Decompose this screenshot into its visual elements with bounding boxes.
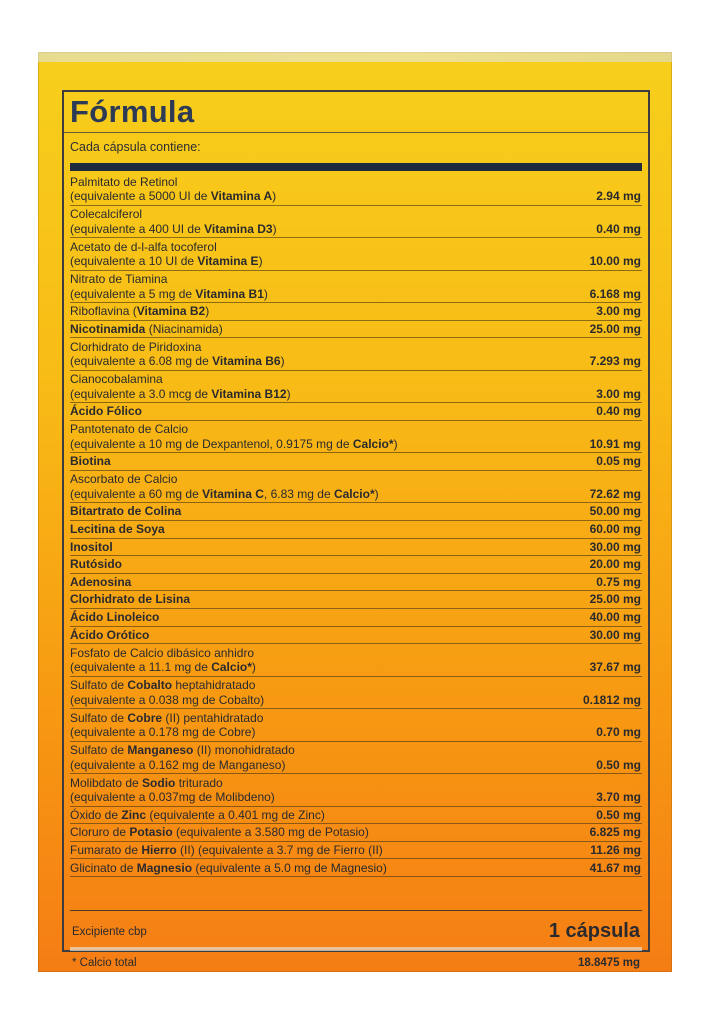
ingredient-highlight: Zinc xyxy=(121,807,147,822)
ingredient-line xyxy=(70,404,532,419)
ingredient-line xyxy=(70,372,532,387)
ingredient-name xyxy=(70,272,532,301)
excipient-amount: 1 cápsula xyxy=(548,920,640,942)
subtitle: Cada cápsula contiene: xyxy=(70,140,201,154)
table-row xyxy=(70,453,642,471)
ingredient-amount: 7.293 mg xyxy=(589,354,641,369)
ingredient-text: (equivalente a 3.0 mcg de xyxy=(70,386,212,401)
ingredient-line xyxy=(70,540,532,555)
ingredient-line xyxy=(70,240,532,255)
ingredient-highlight: Magnesio xyxy=(136,860,193,875)
ingredient-name xyxy=(70,592,532,607)
ingredient-line xyxy=(70,504,532,519)
ingredient-name xyxy=(70,422,532,451)
table-row xyxy=(70,742,642,775)
ingredient-text: Molibdato de xyxy=(70,775,143,790)
ingredient-amount: 6.825 mg xyxy=(589,825,641,840)
ingredient-highlight: Vitamina C xyxy=(202,486,264,501)
ingredient-text: Acetato de d-l-alfa tocoferol xyxy=(70,239,217,254)
table-row xyxy=(70,173,642,206)
table-row xyxy=(70,556,642,574)
table-row xyxy=(70,591,642,609)
ingredient-text: ) xyxy=(258,254,263,268)
ingredient-text: (equivalente a 0.178 mg de Cobre) xyxy=(70,725,256,740)
ingredient-text: Nitrato de Tiamina xyxy=(70,272,168,286)
ingredient-line xyxy=(70,575,532,590)
ingredient-amount: 2.94 mg xyxy=(596,189,641,203)
ingredient-amount: 30.00 mg xyxy=(589,627,641,642)
ingredient-amount: 25.00 mg xyxy=(589,321,641,336)
ingredient-text: (equivalente a 5000 UI de xyxy=(70,189,211,203)
ingredient-text: (equivalente a 5 mg de xyxy=(70,286,196,301)
ingredient-line xyxy=(70,175,532,190)
ingredient-highlight: Calcio* xyxy=(211,660,252,675)
ingredient-amount: 72.62 mg xyxy=(589,486,641,501)
ingredient-line xyxy=(70,437,532,452)
ingredient-text: (equivalente a 0.162 mg de Manganeso) xyxy=(70,757,286,772)
ingredient-line xyxy=(70,646,532,661)
table-row xyxy=(70,774,642,807)
ingredient-name xyxy=(70,304,532,319)
ingredient-highlight: Vitamina E xyxy=(197,254,259,268)
table-row xyxy=(70,471,642,504)
ingredient-text: Glicinato de xyxy=(70,860,137,875)
ingredient-text: Fosfato de Calcio dibásico anhidro xyxy=(70,645,255,660)
ingredient-line xyxy=(70,592,532,607)
ingredient-amount: 60.00 mg xyxy=(589,522,641,537)
ingredient-text: ) xyxy=(272,221,277,236)
ingredient-name xyxy=(70,322,532,337)
ingredient-text: (equivalente a 5.0 mg de Magnesio) xyxy=(192,860,387,875)
ingredient-highlight: Inositol xyxy=(70,539,113,554)
formula-frame xyxy=(62,90,650,969)
ingredient-text: ) xyxy=(374,486,379,501)
ingredient-highlight: Manganeso xyxy=(127,743,194,758)
ingredient-name xyxy=(70,540,532,555)
ingredient-amount: 3.00 mg xyxy=(596,304,641,319)
ingredient-text: (equivalente a 0.038 mg de Cobalto) xyxy=(70,692,265,707)
excipient-label: Excipiente cbp xyxy=(72,926,147,938)
ingredient-highlight: Hierro xyxy=(141,842,177,857)
ingredient-amount: 40.00 mg xyxy=(589,610,641,625)
ingredient-line xyxy=(70,422,532,437)
ingredient-highlight: Calcio* xyxy=(333,486,375,501)
ingredient-amount: 3.00 mg xyxy=(596,386,641,401)
ingredient-text: Palmitato de Retinol xyxy=(70,174,178,189)
table-row xyxy=(70,303,642,321)
table-row xyxy=(70,574,642,592)
table-row xyxy=(70,807,642,825)
table-row xyxy=(70,644,642,677)
ingredient-text: Fumarato de xyxy=(70,842,142,857)
ingredient-line xyxy=(70,522,532,537)
ingredient-amount: 0.05 mg xyxy=(596,454,641,469)
ingredient-text: Pantotenato de Calcio xyxy=(70,422,189,437)
ingredient-highlight: Lecitina de Soya xyxy=(70,522,165,537)
ingredient-highlight: Cobalto xyxy=(127,678,173,693)
ingredient-name xyxy=(70,504,532,519)
divider xyxy=(70,910,642,911)
ingredient-amount: 0.50 mg xyxy=(596,757,641,772)
ingredient-highlight: Vitamina B1 xyxy=(195,286,264,301)
ingredient-highlight: Vitamina A xyxy=(210,189,273,203)
ingredient-line xyxy=(70,472,532,487)
table-row xyxy=(70,627,642,645)
ingredient-highlight: Biotina xyxy=(70,454,111,469)
page-title: Fórmula xyxy=(70,94,195,129)
ingredient-text: Riboflavina ( xyxy=(70,304,137,319)
ingredient-text: Cianocobalamina xyxy=(70,372,163,387)
ingredient-text: ) xyxy=(251,660,256,675)
table-row xyxy=(70,271,642,304)
table-row xyxy=(70,677,642,710)
ingredient-line xyxy=(70,189,532,204)
ingredient-highlight: Rutósido xyxy=(70,557,122,572)
ingredient-name xyxy=(70,861,532,876)
ingredient-text: Cloruro de xyxy=(70,825,130,840)
ingredient-amount: 37.67 mg xyxy=(589,660,641,675)
ingredient-line xyxy=(70,861,532,876)
ingredient-text: , 6.83 mg de xyxy=(263,486,334,501)
ingredient-line xyxy=(70,743,532,758)
table-row xyxy=(70,338,642,371)
ingredient-text: ) xyxy=(205,304,210,319)
ingredient-text: ) xyxy=(263,286,268,301)
ingredient-amount: 20.00 mg xyxy=(589,557,641,572)
ingredient-text: Colecalciferol xyxy=(70,207,143,221)
ingredient-text: (II) (equivalente a 3.7 mg de Fierro (II) xyxy=(176,842,383,857)
ingredient-amount: 0.1812 mg xyxy=(582,692,641,707)
ingredient-text: Sulfato de xyxy=(70,710,128,725)
ingredient-name xyxy=(70,522,532,537)
ingredient-line xyxy=(70,825,532,840)
divider xyxy=(64,132,648,133)
ingredient-text: Óxido de xyxy=(70,807,122,822)
ingredient-name xyxy=(70,175,532,204)
ingredient-name xyxy=(70,575,532,590)
ingredient-text: (equivalente a 0.037mg de Molibdeno) xyxy=(70,790,275,805)
ingredient-name xyxy=(70,843,532,858)
ingredient-line xyxy=(70,272,532,287)
ingredient-line xyxy=(70,693,532,708)
ingredient-amount: 0.50 mg xyxy=(596,807,641,822)
ingredient-line xyxy=(70,207,532,222)
ingredient-name xyxy=(70,808,532,823)
table-row xyxy=(70,842,642,860)
ingredient-amount: 0.40 mg xyxy=(596,404,641,419)
ingredient-text: (equivalente a 10 mg de Dexpantenol, 0.9175 mg de xyxy=(70,436,353,451)
ingredient-amount: 10.91 mg xyxy=(589,436,641,451)
ingredient-line xyxy=(70,454,532,469)
ingredient-name xyxy=(70,825,532,840)
calcium-total-label: * Calcio total xyxy=(72,957,137,969)
ingredient-line xyxy=(70,711,532,726)
ingredient-highlight: Potasio xyxy=(129,825,173,840)
ingredient-name xyxy=(70,776,532,805)
ingredient-text: Sulfato de xyxy=(70,743,128,758)
ingredient-text: Sulfato de xyxy=(70,678,128,693)
header-band xyxy=(70,163,642,171)
ingredient-name xyxy=(70,372,532,401)
ingredient-text: ) xyxy=(272,189,277,203)
table-row xyxy=(70,709,642,742)
ingredient-highlight: Vitamina B2 xyxy=(136,304,206,319)
ingredient-highlight: Vitamina B6 xyxy=(212,354,281,369)
ingredient-line xyxy=(70,387,532,402)
ingredient-name xyxy=(70,678,532,707)
ingredient-highlight: Ácido Linoleico xyxy=(70,610,160,625)
ingredient-name xyxy=(70,340,532,369)
calcium-total-amount: 18.8475 mg xyxy=(577,957,640,969)
ingredient-amount: 3.70 mg xyxy=(596,790,641,805)
ingredient-text: Clorhidrato de Piridoxina xyxy=(70,339,202,354)
ingredient-text: (II) pentahidratado xyxy=(162,710,264,725)
ingredient-text: ) xyxy=(393,436,398,451)
table-row xyxy=(70,521,642,539)
ingredient-line xyxy=(70,790,532,805)
ingredient-highlight: Sodio xyxy=(142,775,176,790)
ingredient-amount: 10.00 mg xyxy=(589,254,641,268)
ingredient-highlight: Clorhidrato de Lisina xyxy=(70,592,191,607)
table-row xyxy=(70,539,642,557)
table-row xyxy=(70,238,642,271)
ingredient-name xyxy=(70,711,532,740)
ingredient-line xyxy=(70,557,532,572)
ingredient-name xyxy=(70,628,532,643)
ingredient-highlight: Adenosina xyxy=(70,574,132,589)
ingredient-line xyxy=(70,610,532,625)
ingredient-text: ) xyxy=(280,354,285,369)
ingredient-highlight: Vitamina D3 xyxy=(204,221,273,236)
ingredient-text: (equivalente a 3.580 mg de Potasio) xyxy=(172,825,369,840)
ingredient-line xyxy=(70,660,532,675)
ingredient-line xyxy=(70,254,532,269)
ingredient-name xyxy=(70,646,532,675)
ingredient-highlight: Cobre xyxy=(127,710,163,725)
ingredient-text: (equivalente a 400 UI de xyxy=(70,221,205,236)
ingredient-name xyxy=(70,207,532,236)
table-row xyxy=(70,421,642,454)
ingredient-amount: 0.40 mg xyxy=(596,221,641,236)
table-row xyxy=(70,321,642,339)
table-row xyxy=(70,403,642,421)
table-row xyxy=(70,609,642,627)
ingredient-text: (equivalente a 10 UI de xyxy=(70,254,198,268)
ingredient-line xyxy=(70,758,532,773)
ingredient-line xyxy=(70,322,532,337)
ingredient-highlight: Calcio* xyxy=(352,436,394,451)
ingredient-line xyxy=(70,725,532,740)
ingredient-highlight: Ácido Fólico xyxy=(70,404,142,419)
ingredient-text: (II) monohidratado xyxy=(193,743,295,758)
table-row xyxy=(70,206,642,239)
ingredient-amount: 0.70 mg xyxy=(596,725,641,740)
ingredient-text: (equivalente a 11.1 mg de xyxy=(70,660,212,675)
ingredient-line xyxy=(70,222,532,237)
ingredient-line xyxy=(70,776,532,791)
table-row xyxy=(70,824,642,842)
ingredient-amount: 50.00 mg xyxy=(589,504,641,519)
ingredient-name xyxy=(70,472,532,501)
ingredient-name xyxy=(70,404,532,419)
ingredient-text: Ascorbato de Calcio xyxy=(70,472,178,487)
ingredient-text: (equivalente a 60 mg de xyxy=(70,486,203,501)
ingredient-name xyxy=(70,743,532,772)
ingredient-amount: 6.168 mg xyxy=(589,286,641,301)
ingredient-amount: 11.26 mg xyxy=(590,842,641,857)
ingredient-name xyxy=(70,610,532,625)
ingredient-text: (equivalente a 6.08 mg de xyxy=(70,354,213,369)
table-row xyxy=(70,503,642,521)
ingredient-highlight: Nicotinamida xyxy=(70,321,146,336)
ingredient-amount: 0.75 mg xyxy=(596,574,641,589)
ingredient-name xyxy=(70,454,532,469)
ingredient-amount: 25.00 mg xyxy=(589,592,641,607)
ingredient-text: (Niacinamida) xyxy=(145,321,223,336)
ingredient-highlight: Vitamina B12 xyxy=(211,386,287,401)
table-row xyxy=(70,860,642,878)
ingredient-line xyxy=(70,808,532,823)
ingredient-line xyxy=(70,487,532,502)
ingredient-name xyxy=(70,557,532,572)
ingredient-name xyxy=(70,240,532,269)
ingredient-line xyxy=(70,340,532,355)
ingredient-text: ) xyxy=(286,386,291,401)
ingredient-line xyxy=(70,843,532,858)
product-box-panel xyxy=(38,52,672,972)
ingredient-line xyxy=(70,628,532,643)
divider xyxy=(70,947,642,951)
ingredient-line xyxy=(70,678,532,693)
ingredient-highlight: Bitartrato de Colina xyxy=(70,504,182,519)
ingredient-text: triturado xyxy=(175,775,223,790)
table-row xyxy=(70,371,642,404)
ingredient-line xyxy=(70,304,532,319)
ingredient-highlight: Ácido Orótico xyxy=(70,627,150,642)
ingredient-line xyxy=(70,287,532,302)
ingredient-line xyxy=(70,354,532,369)
ingredient-amount: 41.67 mg xyxy=(589,860,641,875)
ingredient-amount: 30.00 mg xyxy=(589,539,641,554)
ingredient-text: heptahidratado xyxy=(172,678,256,693)
ingredient-text: (equivalente a 0.401 mg de Zinc) xyxy=(146,807,325,822)
